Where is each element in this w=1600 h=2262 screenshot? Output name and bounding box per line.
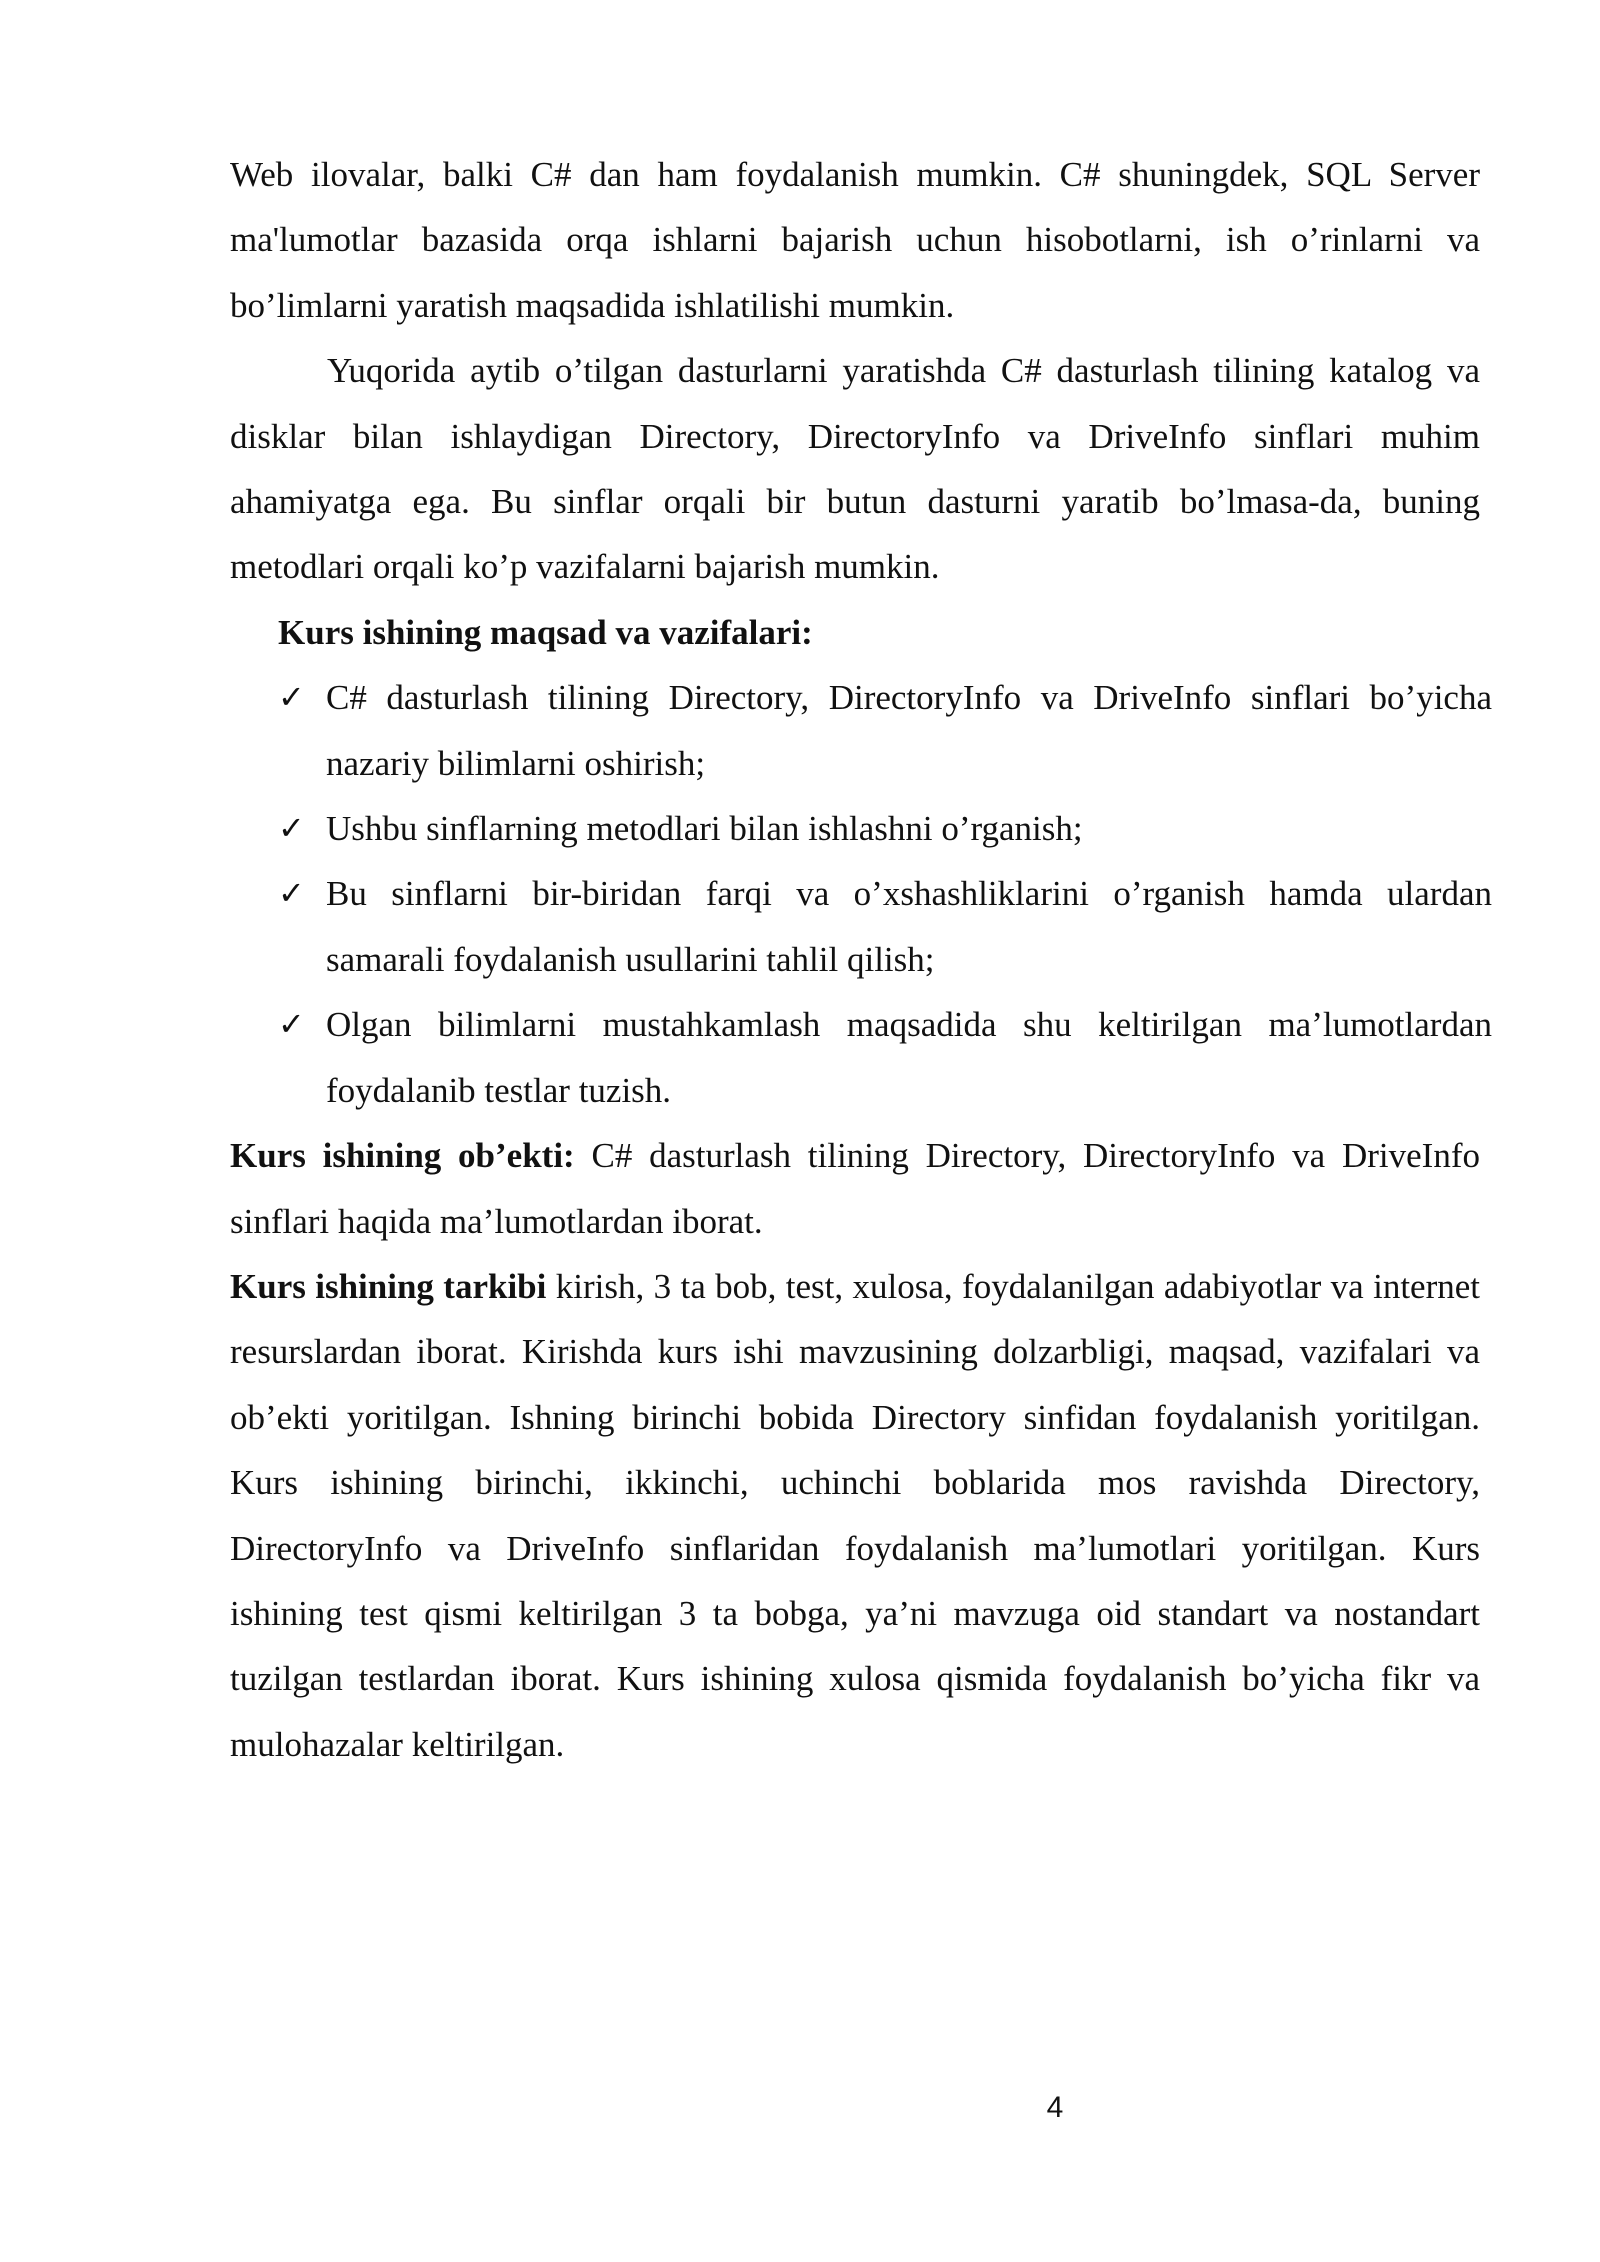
page-number: 4 [1046, 2091, 1064, 2124]
goal-text: Bu sinflarni bir-biridan farqi va o’xshashliklarini o’rganish hamda ulardan samarali foydalanish usullarini tahlil qilish; [326, 874, 1492, 979]
checkmark-icon: ✓ [278, 1005, 305, 1044]
paragraph-structure [230, 1254, 1480, 1777]
checkmark-icon: ✓ [278, 809, 305, 848]
goal-text: Olgan bilimlarni mustahkamlash maqsadida shu keltirilgan ma’lumotlardan foydalanib testlar tuzish. [326, 1005, 1492, 1110]
goal-text: Ushbu sinflarning metodlari bilan ishlashni o’rganish; [326, 809, 1083, 849]
goals-list [278, 665, 1492, 1123]
paragraph-intro-continued: Web ilovalar, balki C# dan ham foydalanish mumkin. C# shuningdek, SQL Server ma'lumotlar bazasida orqa ishlarni bajarish uchun hisobotlarni, ish o’rinlarni va bo’limlarni yaratish maqsadida ishlatilishi mumkin. [230, 155, 1480, 325]
goal-text: C# dasturlash tilining Directory, DirectoryInfo va DriveInfo sinflari bo’yicha nazariy bilimlarni oshirish; [326, 678, 1492, 783]
object-label: Kurs ishining ob’ekti: [230, 1136, 575, 1176]
goals-heading: Kurs ishining maqsad va vazifalari: [278, 612, 813, 652]
paragraph-classes: Yuqorida aytib o’tilgan dasturlarni yaratishda C# dasturlash tilining katalog va disklar bilan ishlaydigan Directory, DirectoryInfo va DriveInfo sinflari muhim ahamiyatga ega. Bu sinflar orqali bir butun dasturni yaratib bo’lmasa-da, buning metodlari orqali ko’p vazifalarni bajarish mumkin. [230, 351, 1480, 587]
list-item [278, 992, 1492, 1123]
list-item [278, 861, 1492, 992]
page-content [230, 142, 1492, 1777]
checkmark-icon: ✓ [278, 874, 305, 913]
paragraph-object [230, 1123, 1480, 1254]
structure-text: kirish, 3 ta bob, test, xulosa, foydalanilgan adabiyotlar va internet resurslardan iborat. Kirishda kurs ishi mavzusining dolzarbligi, maqsad, vazifalari va ob’ekti yoritilgan. Ishning birinchi bobida Directory sinfidan foydalanish yoritilgan. Kurs ishining birinchi, ikkinchi, uchinchi boblarida mos ravishda Directory, DirectoryInfo va DriveInfo sinflaridan foydalanish ma’lumotlari yoritilgan. Kurs ishining test qismi keltirilgan 3 ta bobga, ya’ni mavzuga oid standart va nostandart tuzilgan testlardan iborat. Kurs ishining xulosa qismida foydalanish bo’yicha fikr va mulohazalar keltirilgan. [230, 1266, 1480, 1764]
structure-label: Kurs ishining tarkibi [230, 1266, 547, 1306]
list-item [278, 796, 1492, 861]
list-item [278, 665, 1492, 796]
checkmark-icon: ✓ [278, 678, 305, 717]
object-text: C# dasturlash tilining Directory, DirectoryInfo va DriveInfo sinflari haqida ma’lumotlardan iborat. [230, 1136, 1480, 1241]
